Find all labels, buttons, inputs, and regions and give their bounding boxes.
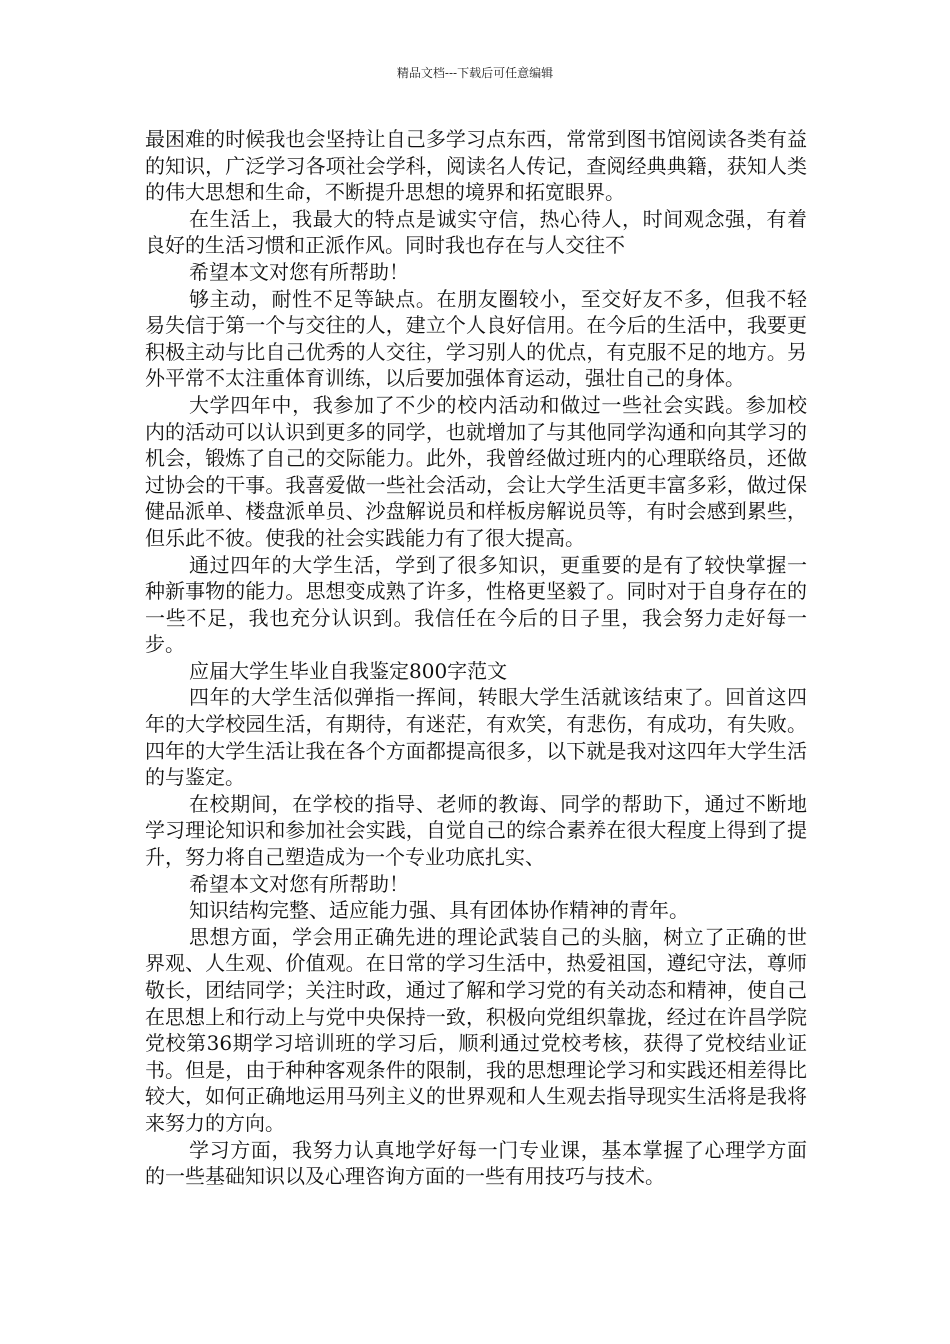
section-title: 应届大学生毕业自我鉴定800字范文 <box>189 658 508 683</box>
help-note: 希望本文对您有所帮助！ <box>189 259 409 284</box>
page-header: 精品文档---下载后可任意编辑 <box>396 66 554 80</box>
paragraph: 通过四年的大学生活，学到了很多知识，更重要的是有了较快掌握一种新事物的能力。思想变成熟了许多，性格更坚毅了。同时对于自身存在的一些不足，我也充分认识到。我信任在今后的日子里，我会努力走好每一步。 <box>145 552 807 657</box>
paragraph: 最困难的时候我也会坚持让自己多学习点东西，常常到图书馆阅读各类有益的知识，广泛学习各项社会学科，阅读名人传记，查阅经典典籍，获知人类的伟大思想和生命，不断提升思想的境界和拓宽眼界。 <box>145 127 807 205</box>
paragraph: 够主动，耐性不足等缺点。在朋友圈较小，至交好友不多，但我不轻易失信于第一个与交往的人，建立个人良好信用。在今后的生活中，我要更积极主动与比自己优秀的人交往，学习别人的优点，有克服不足的地方。另外平常不太注重体育训练，以后要加强体育运动，强壮自己的身体。 <box>145 286 807 391</box>
paragraph: 大学四年中，我参加了不少的校内活动和做过一些社会实践。参加校内的活动可以认识到更多的同学，也就增加了与其他同学沟通和向其学习的机会，锻炼了自己的交际能力。此外，我曾经做过班内的心理联络员，还做过协会的干事。我喜爱做一些社会活动，会让大学生活更丰富多彩，做过保健品派单、楼盘派单员、沙盘解说员和样板房解说员等，有时会感到累些，但乐此不彼。使我的社会实践能力有了很大提高。 <box>145 392 807 550</box>
paragraph: 学习方面，我努力认真地学好每一门专业课，基本掌握了心理学方面的一些基础知识以及心理咨询方面的一些有用技巧与技术。 <box>145 1137 807 1189</box>
paragraph: 在生活上，我最大的特点是诚实守信，热心待人，时间观念强，有着良好的生活习惯和正派作风。同时我也存在与人交往不 <box>145 206 807 258</box>
paragraph: 知识结构完整、适应能力强、具有团体协作精神的青年。 <box>189 898 689 923</box>
document-body <box>145 126 807 1190</box>
help-note: 希望本文对您有所帮助！ <box>189 871 409 896</box>
paragraph: 四年的大学生活似弹指一挥间，转眼大学生活就该结束了。回首这四年的大学校园生活，有期待，有迷茫，有欢笑，有悲伤，有成功，有失败。四年的大学生活让我在各个方面都提高很多，以下就是我对这四年大学生活的与鉴定。 <box>145 685 807 790</box>
paragraph: 在校期间，在学校的指导、老师的教诲、同学的帮助下，通过不断地学习理论知识和参加社会实践，自觉自己的综合素养在很大程度上得到了提升，努力将自己塑造成为一个专业功底扎实、 <box>145 791 807 870</box>
paragraph: 思想方面，学会用正确先进的理论武装自己的头脑，树立了正确的世界观、人生观、价值观。在日常的学习生活中，热爱祖国，遵纪守法，尊师敬长，团结同学；关注时政，通过了解和学习党的有关动态和精神，使自己在思想上和行动上与党中央保持一致，积极向党组织靠拢，经过在许昌学院党校第36期学习培训班的学习后，顺利通过党校考核，获得了党校结业证书。但是，由于种种客观条件的限制，我的思想理论学习和实践还相差得比较大，如何正确地运用马列主义的世界观和人生观去指导现实生活将是我将来努力的方向。 <box>145 924 807 1135</box>
